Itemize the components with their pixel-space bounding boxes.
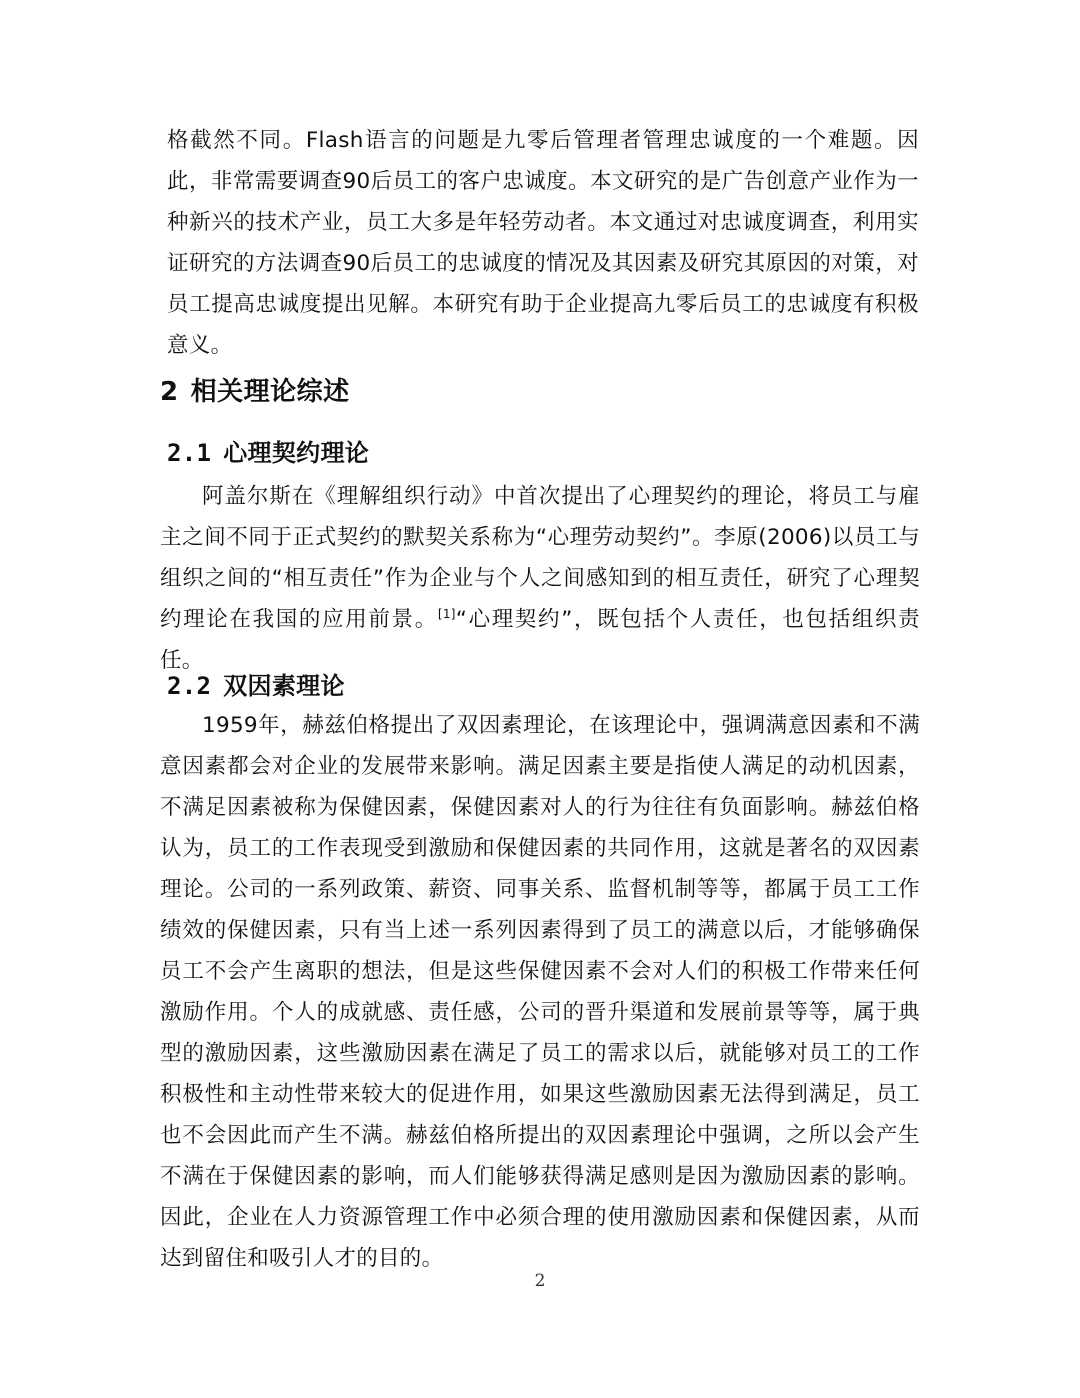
section-2-1-text-end: “心理契约”，既包括个人责任，也包括组织责任。 <box>160 607 920 673</box>
section-2-1-paragraph <box>160 476 920 681</box>
page-number: 2 <box>534 1271 546 1291</box>
section-2-2-heading <box>167 668 345 704</box>
section-2-number: 2 <box>160 377 179 407</box>
section-2-1-heading <box>167 435 369 471</box>
section-2-2-paragraph: 1959年，赫兹伯格提出了双因素理论，在该理论中，强调满意因素和不满意因素都会对企业的发展带来影响。满足因素主要是指使人满足的动机因素，不满足因素被称为保健因素，保健因素对人的行为往往有负面影响。赫兹伯格认为，员工的工作表现受到激励和保健因素的共同作用，这就是著名的双因素理论。公司的一系列政策、薪资、同事关系、监督机制等等，都属于员工工作绩效的保健因素，只有当上述一系列因素得到了员工的满意以后，才能够确保员工不会产生离职的想法，但是这些保健因素不会对人们的积极工作带来任何激励作用。个人的成就感、责任感，公司的晋升渠道和发展前景等等，属于典型的激励因素，这些激励因素在满足了员工的需求以后，就能够对员工的工作积极性和主动性带来较大的促进作用，如果这些激励因素无法得到满足，员工也不会因此而产生不满。赫兹伯格所提出的双因素理论中强调，之所以会产生不满在于保健因素的影响，而人们能够获得满足感则是因为激励因素的影响。因此，企业在人力资源管理工作中必须合理的使用激励因素和保健因素，从而达到留住和吸引人才的目的。 <box>160 713 920 1271</box>
intro-paragraph: 格截然不同。Flash语言的问题是九零后管理者管理忠诚度的一个难题。因此，非常需要调查90后员工的客户忠诚度。本文研究的是广告创意产业作为一种新兴的技术产业，员工大多是年轻劳动者。本文通过对忠诚度调查，利用实证研究的方法调查90后员工的忠诚度的情况及其因素及研究其原因的对策，对员工提高忠诚度提出见解。本研究有助于企业提高九零后员工的忠诚度有积极意义。 <box>167 128 919 358</box>
section-2-title: 相关理论综述 <box>190 377 350 407</box>
section-2-1-text: 阿盖尔斯在《理解组织行动》中首次提出了心理契约的理论，将员工与雇主之间不同于正式契约的默契关系称为“心理劳动契约”。李原(2006)以员工与组织之间的“相互责任”作为企业与个人之间感知到的相互责任，研究了心理契约理论在我国的应用前景。 <box>160 484 920 632</box>
section-2-1-title: 心理契约理论 <box>223 439 370 467</box>
section-2-1-number: 2.1 <box>167 439 212 467</box>
section-2-2-number: 2.2 <box>167 672 212 700</box>
citation-1: [1] <box>437 606 456 621</box>
section-2-heading <box>160 372 350 412</box>
section-2-2-title: 双因素理论 <box>223 672 345 700</box>
